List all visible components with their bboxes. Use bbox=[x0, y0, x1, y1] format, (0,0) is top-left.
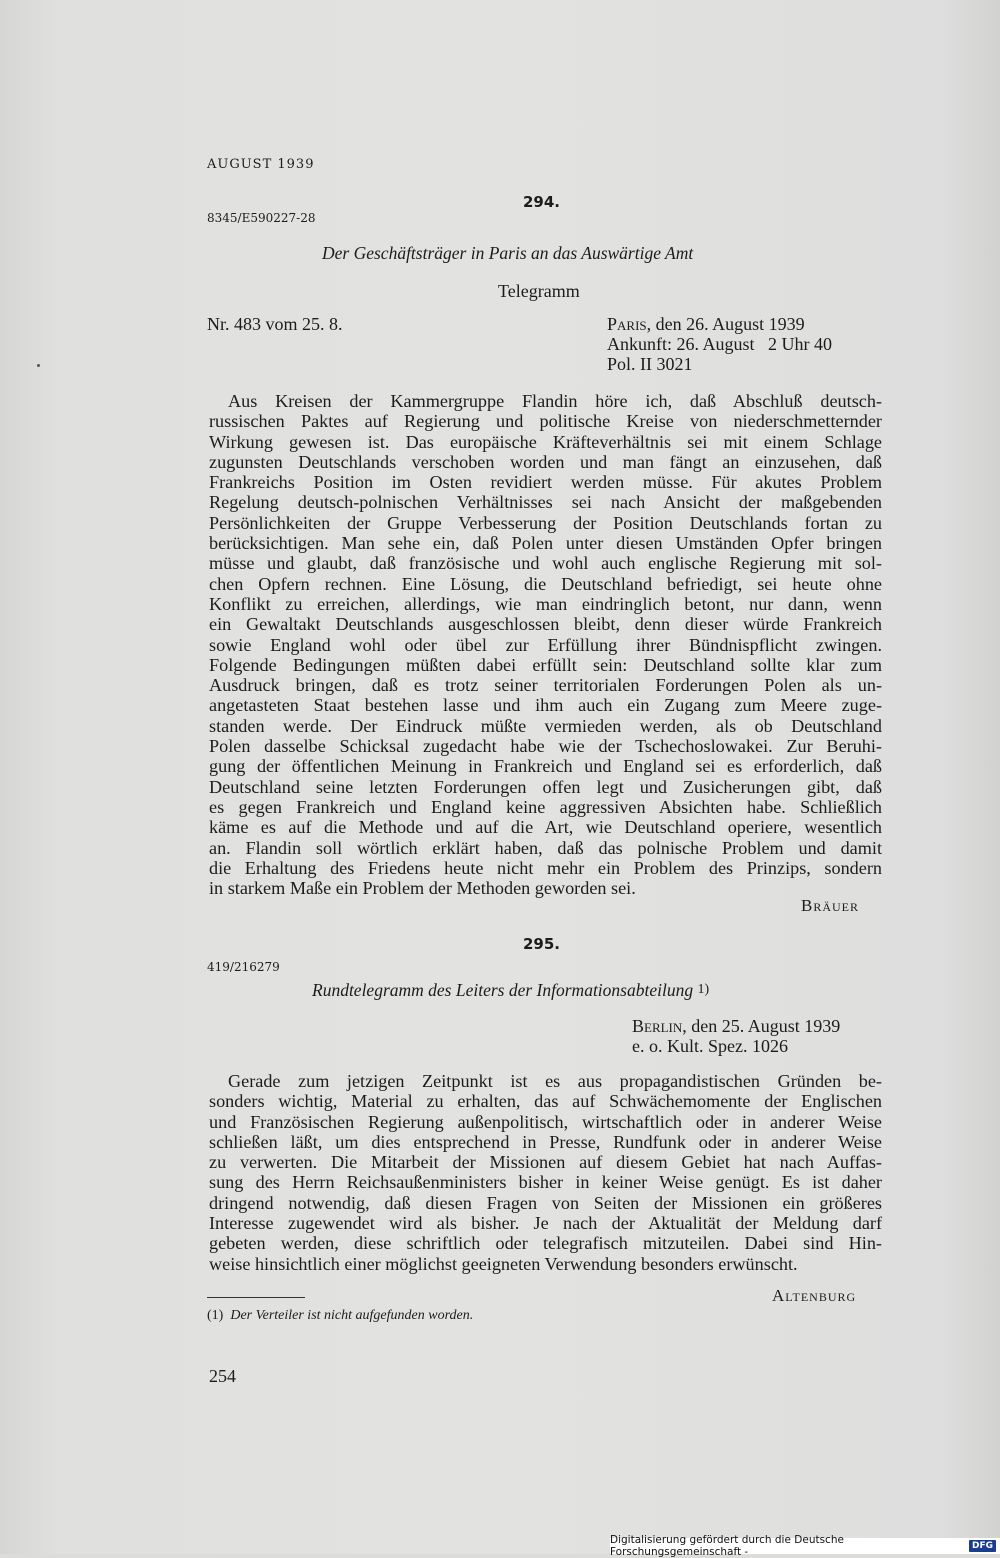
reference-295: e. o. Kult. Spez. 1026 bbox=[632, 1036, 788, 1056]
text-line: an. Flandin soll wörtlich erklärt haben, daß das polnische Problem und damit bbox=[209, 837, 882, 858]
text-line: die Erhaltung des Friedens heute nicht mehr ein Problem des Prinzips, sondern bbox=[209, 857, 882, 878]
text-line: russischen Paktes auf Regierung und politische Kreise von niederschmetternder bbox=[209, 411, 882, 432]
document-number-294: 294. bbox=[523, 193, 561, 211]
text-line: dringend notwendig, daß diesen Fragen von Seiten der Missionen ein größeres bbox=[209, 1192, 882, 1213]
footnote-text: Der Verteiler ist nicht aufgefunden worden. bbox=[230, 1308, 474, 1323]
text-line: Persönlichkeiten der Gruppe Verbesserung der Position Deutschlands fortan zu bbox=[209, 512, 882, 533]
text-line: sung des Herrn Reichsaußenministers bisher in keiner Weise genügt. Es ist daher bbox=[209, 1172, 882, 1193]
digitization-notice bbox=[610, 1534, 1000, 1558]
text-line: gung der öffentlichen Meinung in Frankreich und England sei es erforderlich, daß bbox=[209, 756, 882, 777]
dateline-date: , den 26. August 1939 bbox=[646, 314, 805, 334]
dateline-294 bbox=[607, 314, 805, 335]
text-line: chen Opfern rechnen. Eine Lösung, die Deutschland befriedigt, sei heute ohne bbox=[209, 573, 882, 594]
document-heading-295 bbox=[312, 980, 709, 1001]
text-line: ein Gewaltakt Deutschlands ausgeschlossen bleibt, denn dieser würde Frankreich bbox=[209, 614, 882, 635]
reference-294: Pol. II 3021 bbox=[607, 354, 693, 374]
text-line: Wirkung gewesen ist. Das europäische Kräfteverhältnis sei mit einem Schlage bbox=[209, 431, 882, 452]
running-head: AUGUST 1939 bbox=[207, 157, 315, 172]
dateline-place: Berlin bbox=[632, 1016, 683, 1036]
text-line: zu verwerten. Die Mitarbeit der Missionen auf diesem Gebiet hat nach Auffas- bbox=[209, 1152, 882, 1173]
text-line: Deutschland seine letzten Forderungen offen legt und Zusicherungen gibt, daß bbox=[209, 776, 882, 797]
file-reference-295: 419/216279 bbox=[207, 960, 280, 974]
text-line: berücksichtigen. Man sehe ein, daß Polen unter diesen Umständen Opfer bringen bbox=[209, 533, 882, 554]
document-type-294: Telegramm bbox=[498, 281, 580, 301]
signature-294: Bräuer bbox=[801, 896, 860, 915]
signature-295: Altenburg bbox=[772, 1286, 857, 1305]
text-line: sonders wichtig, Material zu erhalten, das auf Schwächemomente der Englischen bbox=[209, 1091, 882, 1112]
text-line: weise hinsichtlich einer möglichst geeigneten Verwendung besonders erwünscht. bbox=[209, 1253, 798, 1274]
scan-speck bbox=[37, 364, 40, 367]
body-text-295 bbox=[209, 1071, 882, 1274]
text-line: in starkem Maße ein Problem der Methoden geworden sei. bbox=[209, 878, 636, 899]
document-heading-294: Der Geschäftsträger in Paris an das Auswärtige Amt bbox=[322, 243, 694, 263]
text-line: müsse und glaubt, daß französische und wohl auch englische Regierung mit sol- bbox=[209, 553, 882, 574]
text-line: Gerade zum jetzigen Zeitpunkt ist es aus propagandistischen Gründen be- bbox=[228, 1071, 882, 1091]
text-line: Folgende Bedingungen müßten dabei erfüllt sein: Deutschland sollte klar zum bbox=[209, 654, 882, 675]
page-number: 254 bbox=[209, 1366, 236, 1386]
text-line: Aus Kreisen der Kammergruppe Flandin höre ich, daß Abschluß deutsch- bbox=[228, 391, 882, 411]
text-line: es gegen Frankreich und England keine aggressiven Absichten habe. Schließlich bbox=[209, 796, 882, 817]
digitization-text: Digitalisierung gefördert durch die Deutsche Forschungsgemeinschaft - bbox=[610, 1534, 844, 1558]
text-line: standen werde. Der Eindruck müßte vermieden werden, als ob Deutschland bbox=[209, 715, 882, 736]
text-line: Ausdruck bringen, daß es trotz seiner territorialen Forderungen Polen als un- bbox=[209, 675, 882, 696]
text-line: schließen läßt, um dies entsprechend in Presse, Rundfunk oder in anderer Weise bbox=[209, 1131, 882, 1152]
text-line: angetasteten Staat bestehen lasse und ihm auch ein Zugang zum Meere zuge- bbox=[209, 695, 882, 716]
telegram-number: Nr. 483 vom 25. 8. bbox=[207, 314, 343, 334]
text-line: käme es auf die Methode und auf die Art, wie Deutschland operiere, wesentlich bbox=[209, 817, 882, 838]
document-number-295: 295. bbox=[523, 935, 561, 953]
text-line: zugunsten Deutschlands verschoben worden und man fängt an einzusehen, daß bbox=[209, 451, 882, 472]
dfg-logo-icon: DFG bbox=[969, 1540, 996, 1552]
text-line: Frankreichs Position im Osten revidiert werden müsse. Für akutes Problem bbox=[209, 472, 882, 493]
footnote-marker: (1) bbox=[207, 1308, 224, 1323]
arrival-line: Ankunft: 26. August 2 Uhr 40 bbox=[607, 334, 832, 354]
body-text-294 bbox=[209, 391, 882, 898]
text-line: Regelung deutsch-polnischen Verhältnisses sei nach Ansicht der maßgebenden bbox=[209, 492, 882, 513]
text-line: Polen dasselbe Schicksal zugedacht habe wie der Tschechoslowakei. Zur Beruhi- bbox=[209, 736, 882, 757]
file-reference-294: 8345/E590227-28 bbox=[207, 211, 316, 225]
text-line: Konflikt zu erreichen, allerdings, wie man eindringlich betont, nur dann, wenn bbox=[209, 593, 882, 614]
text-line: Interesse zugewendet wird als bisher. Je nach der Aktualität der Meldung darf bbox=[209, 1213, 882, 1234]
dateline-date: , den 25. August 1939 bbox=[682, 1016, 841, 1036]
footnote-reference[interactable]: 1) bbox=[697, 982, 710, 997]
dateline-295 bbox=[632, 1016, 840, 1037]
text-line: sowie England wohl oder übel zur Erfüllung ihrer Bündnispflicht zwingen. bbox=[209, 634, 882, 655]
footnote-separator bbox=[207, 1297, 305, 1298]
text-line: gebeten werden, diese schriftlich oder telegrafisch mitzuteilen. Dabei sind Hin- bbox=[209, 1233, 882, 1254]
footnote bbox=[207, 1308, 473, 1324]
heading-text: Rundtelegramm des Leiters der Informationsabteilung bbox=[312, 980, 694, 1000]
text-line: und Französischen Regierung außenpolitisch, wirtschaftlich oder in anderer Weise bbox=[209, 1111, 882, 1132]
dateline-place: Paris bbox=[607, 314, 647, 334]
